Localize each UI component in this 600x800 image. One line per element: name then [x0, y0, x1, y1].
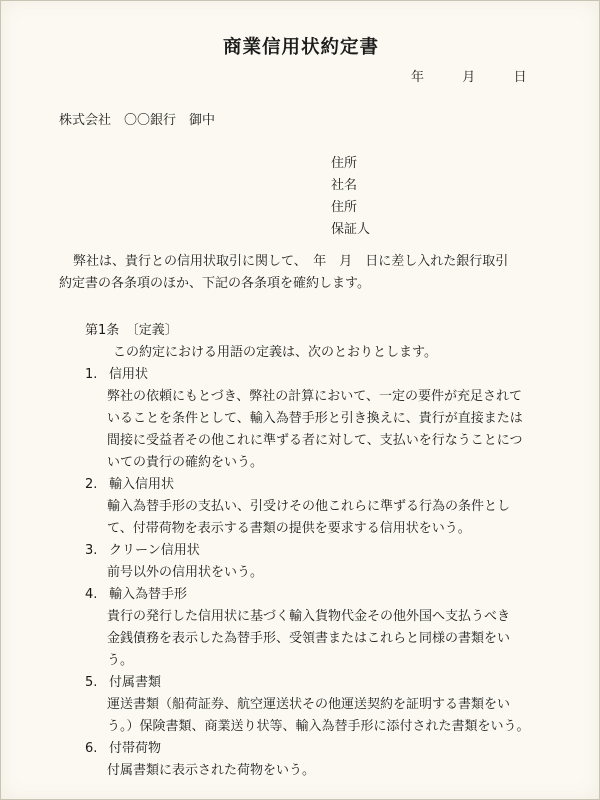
term-label: 輸入信用状: [109, 477, 175, 492]
term-label: クリーン信用状: [109, 543, 200, 558]
definition-term: [85, 583, 187, 602]
document-title: 商業信用状約定書: [222, 37, 379, 58]
date-month: 月: [462, 70, 476, 85]
term-label: 付帯荷物: [109, 741, 162, 756]
definition-line: いての貴行の確約をいう。: [107, 455, 264, 470]
date-year: 年: [411, 70, 425, 85]
definition-line: て、付帯荷物を表示する書類の提供を要求する信用状をいう。: [107, 521, 471, 536]
definition-line: う。）保険書類、商業送り状等、輸入為替手形に添付された書類をいう。: [107, 719, 530, 734]
item-number: 3.: [85, 543, 98, 558]
definition-line: う。: [107, 653, 134, 668]
item-number: 5.: [85, 675, 98, 690]
guarantor-label: 保証人: [331, 222, 371, 237]
definition-line: 貴行の発行した信用状に基づく輸入貨物代金その他外国へ支払うべき: [107, 609, 511, 624]
preamble-line: 約定書の各条項のほか、下記の各条項を確約します。: [59, 276, 370, 291]
item-number: 4.: [85, 587, 98, 602]
sender-address-label: 住所: [331, 156, 358, 171]
term-label: 付属書類: [109, 675, 162, 690]
article-title: 第1条 〔定義〕: [85, 323, 178, 338]
definition-line: 輸入為替手形の支払い、引受けその他これらに準ずる行為の条件とし: [107, 499, 511, 514]
definition-line: いることを条件として、輸入為替手形と引き換えに、貴行が直接または: [107, 411, 523, 426]
item-number: 6.: [85, 741, 98, 756]
item-number: 1.: [85, 367, 98, 382]
definition-line: 運送書類（船荷証券、航空運送状その他運送契約を証明する書類をい: [107, 697, 511, 712]
date-day: 日: [513, 70, 527, 85]
term-label: 輸入為替手形: [109, 587, 188, 602]
addressee: 株式会社 〇〇銀行 御中: [59, 113, 216, 128]
definition-term: [85, 539, 200, 558]
definition-line: 付属書類に表示された荷物をいう。: [107, 763, 316, 778]
definition-line: 金銭債務を表示した為替手形、受領書またはこれらと同様の書類をい: [107, 631, 511, 646]
sender-company-label: 社名: [331, 178, 358, 193]
item-number: 2.: [85, 477, 98, 492]
definition-term: [85, 737, 161, 756]
definition-term: [85, 363, 148, 382]
definition-line: 前号以外の信用状をいう。: [107, 565, 264, 580]
term-label: 信用状: [109, 367, 149, 382]
definition-line: 間接に受益者その他これに準ずる者に対して、支払いを行なうことにつ: [107, 433, 523, 448]
article-intro: この約定における用語の定義は、次のとおりとします。: [113, 345, 437, 360]
definition-term: [85, 473, 174, 492]
definition-term: [85, 671, 161, 690]
date-line: [411, 66, 527, 85]
preamble-line: 弊社は、貴行との信用状取引に関して、 年 月 日に差し入れた銀行取引: [73, 254, 509, 269]
guarantor-address-label: 住所: [331, 200, 358, 215]
definition-line: 弊社の依頼にもとづき、弊社の計算において、一定の要件が充足されて: [107, 389, 522, 404]
